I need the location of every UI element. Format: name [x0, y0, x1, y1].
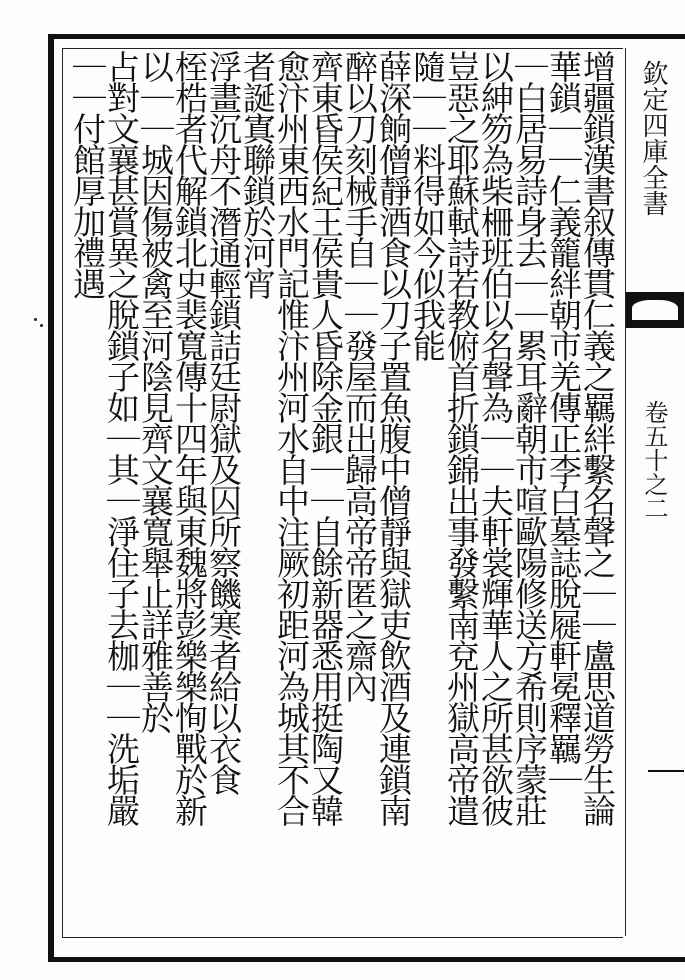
text-column-7: 薛深餉僧靜酒食以刀子置魚腹中僧靜與獄吏飲酒及連鎖南	[374, 50, 413, 825]
book-title: 欽定四庫全書	[638, 60, 668, 216]
text-column-6: 隨｜｜料得如今似我能	[408, 50, 447, 360]
text-column-16: ｜｜付館厚加禮遇	[68, 50, 107, 298]
text-column-8: 醉以刀刻械手自｜｜發屋而出歸高帝帝匿之齋內	[340, 50, 379, 701]
text-column-9: 齊東昏侯紀王侯貴人昏除金銀｜｜自餘新器悉用挺陶又韓	[306, 50, 345, 825]
text-column-4: 以紳笏為柴柵班伯以名聲為｜｜夫軒裳輝華人之所甚欲彼	[476, 50, 515, 825]
ink-speck	[34, 318, 37, 321]
fishtail-mark	[626, 292, 684, 328]
text-column-13: 桎梏者代解鎖北史裴寬傳十四年與東魏將彭樂樂恂戰於新	[170, 50, 209, 825]
text-column-5: 豈惡之耶蘇軾詩若教俯首折鎖錦出事發繫南兗州獄高帝遣	[442, 50, 481, 825]
text-column-11: 者誕寘聯鎖於河宵	[238, 50, 277, 298]
text-column-1: 增疆鎖漢書叙傳貫仁義之羈絆繫名聲之｜｜盧思道勞生論	[578, 50, 617, 825]
text-column-14: 以｜｜城因傷被禽至河陰見齊文襄寬舉止詳雅善於	[136, 50, 175, 732]
text-column-15: 占對文襄甚賞異之脫鎖子如｜其｜淨住子去枷｜｜洗垢嚴	[102, 50, 141, 825]
text-column-3: ｜白居易詩身去｜｜累耳辭朝市喧歐陽修送方希則序蒙莊	[510, 50, 549, 825]
ink-speck	[40, 324, 43, 327]
juan-number: 卷五十之二	[640, 400, 668, 520]
text-column-12: 浮畫沉舟不潛通輕鎖詰廷尉獄及囚所察饑寒者給以衣食	[204, 50, 243, 794]
margin-divider	[648, 770, 684, 772]
text-column-2: 華鎖｜｜仁義籠絆朝市羌傳正李白墓誌脫屣軒冕釋羈｜	[544, 50, 583, 794]
text-column-10: 愈汴州東西水門記惟汴州河水自中注厥初距河為城其不合	[272, 50, 311, 825]
